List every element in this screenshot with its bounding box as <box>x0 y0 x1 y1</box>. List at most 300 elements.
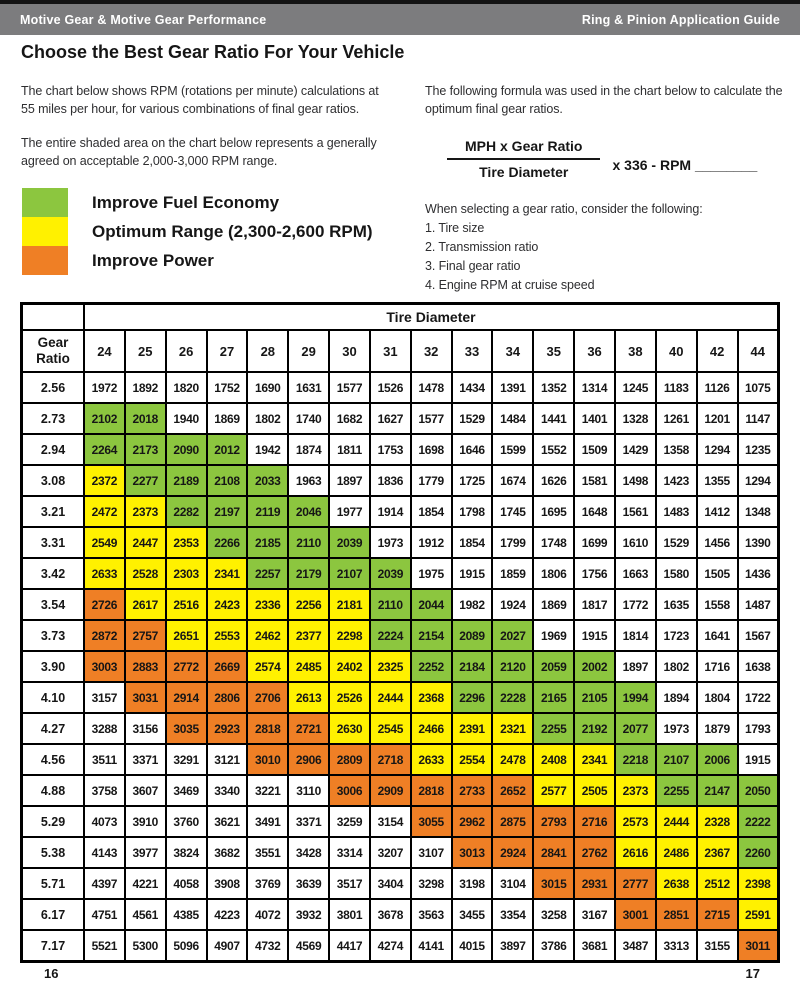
rpm-cell: 3013 <box>452 837 493 868</box>
rpm-cell: 1631 <box>288 372 329 403</box>
gear-ratio-cell: 5.29 <box>22 806 85 837</box>
rpm-cell: 3155 <box>697 930 738 962</box>
rpm-cell: 5300 <box>125 930 166 962</box>
rpm-cell: 1436 <box>738 558 779 589</box>
table-header-row-span <box>22 304 779 331</box>
rpm-cell: 1963 <box>288 465 329 496</box>
rpm-cell: 2875 <box>492 806 533 837</box>
rpm-cell: 2613 <box>288 682 329 713</box>
rpm-cell: 2181 <box>329 589 370 620</box>
rpm-cell: 2447 <box>125 527 166 558</box>
rpm-cell: 2266 <box>207 527 248 558</box>
rpm-cell: 2368 <box>411 682 452 713</box>
rpm-cell: 3010 <box>247 744 288 775</box>
table-header-row-columns <box>22 330 779 372</box>
rpm-cell: 2189 <box>166 465 207 496</box>
rpm-cell: 2851 <box>656 899 697 930</box>
rpm-cell: 2528 <box>125 558 166 589</box>
rpm-cell: 1441 <box>533 403 574 434</box>
rpm-cell: 1358 <box>656 434 697 465</box>
rpm-cell: 1779 <box>411 465 452 496</box>
gear-ratio-cell: 4.27 <box>22 713 85 744</box>
rpm-cell: 1973 <box>656 713 697 744</box>
rpm-cell: 1529 <box>452 403 493 434</box>
rpm-cell: 2818 <box>411 775 452 806</box>
rpm-cell: 1716 <box>697 651 738 682</box>
rpm-cell: 2591 <box>738 899 779 930</box>
rpm-cell: 1695 <box>533 496 574 527</box>
rpm-cell: 1294 <box>697 434 738 465</box>
rpm-cell: 2224 <box>370 620 411 651</box>
rpm-cell: 2512 <box>697 868 738 899</box>
rpm-cell: 2444 <box>370 682 411 713</box>
rpm-cell: 4221 <box>125 868 166 899</box>
rpm-cell: 2105 <box>574 682 615 713</box>
rpm-cell: 1529 <box>656 527 697 558</box>
rpm-cell: 1147 <box>738 403 779 434</box>
gear-ratio-formula <box>447 138 757 180</box>
rpm-cell: 2553 <box>207 620 248 651</box>
rpm-cell: 2372 <box>84 465 125 496</box>
gear-ratio-cell: 2.94 <box>22 434 85 465</box>
table-row <box>22 403 779 434</box>
rpm-cell: 2110 <box>370 589 411 620</box>
rpm-cell: 1973 <box>370 527 411 558</box>
rpm-cell: 1484 <box>492 403 533 434</box>
rpm-cell: 1897 <box>615 651 656 682</box>
legend-label: Improve Fuel Economy <box>92 192 280 212</box>
rpm-cell: 2260 <box>738 837 779 868</box>
legend-label: Optimum Range (2,300-2,600 RPM) <box>92 221 373 241</box>
rpm-cell: 2806 <box>207 682 248 713</box>
rpm-cell: 3621 <box>207 806 248 837</box>
rpm-cell: 1802 <box>247 403 288 434</box>
consideration-item: 4. Engine RPM at cruise speed <box>425 278 595 292</box>
rpm-cell: 4058 <box>166 868 207 899</box>
tire-diameter-column-header: 44 <box>738 330 779 372</box>
rpm-cell: 2633 <box>84 558 125 589</box>
rpm-cell: 3015 <box>533 868 574 899</box>
table-row <box>22 930 779 962</box>
rpm-cell: 2516 <box>166 589 207 620</box>
rpm-cell: 2391 <box>452 713 493 744</box>
rpm-cell: 4561 <box>125 899 166 930</box>
rpm-cell: 3801 <box>329 899 370 930</box>
rpm-cell: 2184 <box>452 651 493 682</box>
rpm-cell: 2757 <box>125 620 166 651</box>
tire-diameter-column-header: 31 <box>370 330 411 372</box>
tire-diameter-header: Tire Diameter <box>84 304 779 331</box>
rpm-cell: 4073 <box>84 806 125 837</box>
rpm-cell: 2090 <box>166 434 207 465</box>
rpm-cell: 3121 <box>207 744 248 775</box>
rpm-cell: 1626 <box>533 465 574 496</box>
intro-paragraph-2: The entire shaded area on the chart below represents a generally agreed on acceptable 2,000-3,000 RPM range. <box>21 136 377 169</box>
table-row <box>22 465 779 496</box>
gear-ratio-cell: 2.56 <box>22 372 85 403</box>
rpm-cell: 1638 <box>738 651 779 682</box>
rpm-cell: 1483 <box>656 496 697 527</box>
rpm-cell: 2906 <box>288 744 329 775</box>
rpm-cell: 3055 <box>411 806 452 837</box>
rpm-cell: 3678 <box>370 899 411 930</box>
rpm-cell: 1756 <box>574 558 615 589</box>
rpm-cell: 2444 <box>656 806 697 837</box>
rpm-cell: 2716 <box>574 806 615 837</box>
rpm-cell: 1648 <box>574 496 615 527</box>
rpm-cell: 1897 <box>329 465 370 496</box>
rpm-cell: 2018 <box>125 403 166 434</box>
rpm-cell: 3006 <box>329 775 370 806</box>
rpm-cell: 1391 <box>492 372 533 403</box>
rpm-cell: 2257 <box>247 558 288 589</box>
rpm-cell: 2718 <box>370 744 411 775</box>
rpm-cell: 3897 <box>492 930 533 962</box>
rpm-cell: 4015 <box>452 930 493 962</box>
rpm-cell: 1814 <box>615 620 656 651</box>
rpm-cell: 1940 <box>166 403 207 434</box>
rpm-cell: 2002 <box>574 651 615 682</box>
rpm-cell: 3371 <box>288 806 329 837</box>
rpm-cell: 3977 <box>125 837 166 868</box>
rpm-cell: 2762 <box>574 837 615 868</box>
rpm-cell: 4397 <box>84 868 125 899</box>
rpm-cell: 2630 <box>329 713 370 744</box>
rpm-cell: 1401 <box>574 403 615 434</box>
rpm-cell: 2256 <box>288 589 329 620</box>
rpm-cell: 1699 <box>574 527 615 558</box>
rpm-cell: 3511 <box>84 744 125 775</box>
rpm-cell: 3207 <box>370 837 411 868</box>
rpm-cell: 2173 <box>125 434 166 465</box>
rpm-cell: 3455 <box>452 899 493 930</box>
rpm-cell: 1975 <box>411 558 452 589</box>
rpm-cell: 2192 <box>574 713 615 744</box>
table-row <box>22 806 779 837</box>
tire-diameter-column-header: 35 <box>533 330 574 372</box>
rpm-cell: 1854 <box>411 496 452 527</box>
rpm-cell: 2050 <box>738 775 779 806</box>
rpm-cell: 2931 <box>574 868 615 899</box>
rpm-cell: 1806 <box>533 558 574 589</box>
tire-diameter-column-header: 40 <box>656 330 697 372</box>
tire-diameter-column-header: 30 <box>329 330 370 372</box>
table-row <box>22 620 779 651</box>
rpm-cell: 1977 <box>329 496 370 527</box>
rpm-cell: 1942 <box>247 434 288 465</box>
gear-ratio-cell: 3.54 <box>22 589 85 620</box>
rpm-cell: 1725 <box>452 465 493 496</box>
rpm-cell: 2298 <box>329 620 370 651</box>
rpm-cell: 5521 <box>84 930 125 962</box>
rpm-cell: 1869 <box>533 589 574 620</box>
rpm-cell: 1869 <box>207 403 248 434</box>
rpm-cell: 3298 <box>411 868 452 899</box>
rpm-cell: 1505 <box>697 558 738 589</box>
rpm-cell: 1581 <box>574 465 615 496</box>
rpm-cell: 3035 <box>166 713 207 744</box>
rpm-cell: 1912 <box>411 527 452 558</box>
tire-diameter-column-header: 33 <box>452 330 493 372</box>
table-row <box>22 775 779 806</box>
rpm-cell: 2715 <box>697 899 738 930</box>
rpm-cell: 2638 <box>656 868 697 899</box>
rpm-cell: 3003 <box>84 651 125 682</box>
rpm-cell: 2883 <box>125 651 166 682</box>
rpm-cell: 3313 <box>656 930 697 962</box>
table-row <box>22 651 779 682</box>
rpm-cell: 2914 <box>166 682 207 713</box>
rpm-cell: 2545 <box>370 713 411 744</box>
rpm-cell: 1802 <box>656 651 697 682</box>
rpm-cell: 2574 <box>247 651 288 682</box>
table-row <box>22 837 779 868</box>
rpm-cell: 3491 <box>247 806 288 837</box>
rpm-cell: 2721 <box>288 713 329 744</box>
rpm-cell: 1859 <box>492 558 533 589</box>
rpm-cell: 2296 <box>452 682 493 713</box>
rpm-cell: 3354 <box>492 899 533 930</box>
gear-ratio-cell: 3.08 <box>22 465 85 496</box>
rpm-cell: 2264 <box>84 434 125 465</box>
rpm-cell: 2872 <box>84 620 125 651</box>
rpm-cell: 1674 <box>492 465 533 496</box>
rpm-cell: 2089 <box>452 620 493 651</box>
tire-diameter-column-header: 28 <box>247 330 288 372</box>
page-title: Choose the Best Gear Ratio For Your Vehicle <box>21 42 405 62</box>
rpm-cell: 3291 <box>166 744 207 775</box>
rpm-cell: 2218 <box>615 744 656 775</box>
rpm-cell: 3607 <box>125 775 166 806</box>
page-number-right: 17 <box>745 966 760 981</box>
rpm-cell: 1183 <box>656 372 697 403</box>
rpm-cell: 1627 <box>370 403 411 434</box>
rpm-cell: 2633 <box>411 744 452 775</box>
rpm-cell: 2486 <box>656 837 697 868</box>
rpm-cell: 3198 <box>452 868 493 899</box>
rpm-cell: 1635 <box>656 589 697 620</box>
rpm-cell: 1235 <box>738 434 779 465</box>
rpm-cell: 1753 <box>370 434 411 465</box>
rpm-cell: 1498 <box>615 465 656 496</box>
rpm-cell: 2962 <box>452 806 493 837</box>
rpm-cell: 3760 <box>166 806 207 837</box>
rpm-cell: 2120 <box>492 651 533 682</box>
rpm-cell: 1567 <box>738 620 779 651</box>
table-row <box>22 527 779 558</box>
rpm-cell: 3639 <box>288 868 329 899</box>
rpm-cell: 1390 <box>738 527 779 558</box>
rpm-cell: 2110 <box>288 527 329 558</box>
rpm-cell: 4143 <box>84 837 125 868</box>
rpm-cell: 4417 <box>329 930 370 962</box>
rpm-cell: 1772 <box>615 589 656 620</box>
rpm-cell: 2119 <box>247 496 288 527</box>
rpm-cell: 2733 <box>452 775 493 806</box>
consideration-item: 2. Transmission ratio <box>425 240 539 254</box>
table-row <box>22 744 779 775</box>
rpm-cell: 1487 <box>738 589 779 620</box>
rpm-cell: 2341 <box>574 744 615 775</box>
legend-row-optimum <box>22 217 373 246</box>
rpm-cell: 2006 <box>697 744 738 775</box>
rpm-cell: 1820 <box>166 372 207 403</box>
rpm-cell: 2077 <box>615 713 656 744</box>
rpm-cell: 1994 <box>615 682 656 713</box>
rpm-cell: 2706 <box>247 682 288 713</box>
rpm-cell: 1836 <box>370 465 411 496</box>
gear-ratio-cell: 4.56 <box>22 744 85 775</box>
tire-diameter-column-header: 29 <box>288 330 329 372</box>
rpm-cell: 2554 <box>452 744 493 775</box>
rpm-cell: 2353 <box>166 527 207 558</box>
table-row <box>22 558 779 589</box>
rpm-cell: 2154 <box>411 620 452 651</box>
rpm-cell: 3428 <box>288 837 329 868</box>
yellow-swatch <box>22 217 68 246</box>
rpm-cell: 3001 <box>615 899 656 930</box>
rpm-cell: 1423 <box>656 465 697 496</box>
rpm-cell: 4223 <box>207 899 248 930</box>
rpm-cell: 1558 <box>697 589 738 620</box>
rpm-cell: 1914 <box>370 496 411 527</box>
rpm-cell: 3031 <box>125 682 166 713</box>
rpm-cell: 1874 <box>288 434 329 465</box>
rpm-cell: 2321 <box>492 713 533 744</box>
rpm-cell: 1793 <box>738 713 779 744</box>
rpm-cell: 3371 <box>125 744 166 775</box>
rpm-cell: 1698 <box>411 434 452 465</box>
rpm-cell: 3517 <box>329 868 370 899</box>
rpm-cell: 3340 <box>207 775 248 806</box>
page-number-left: 16 <box>44 966 59 981</box>
rpm-cell: 2367 <box>697 837 738 868</box>
rpm-cell: 1610 <box>615 527 656 558</box>
rpm-cell: 1328 <box>615 403 656 434</box>
rpm-cell: 1982 <box>452 589 493 620</box>
rpm-cell: 1894 <box>656 682 697 713</box>
rpm-cell: 2777 <box>615 868 656 899</box>
table-row <box>22 868 779 899</box>
header-left-text: Motive Gear & Motive Gear Performance <box>20 12 267 27</box>
rpm-cell: 2102 <box>84 403 125 434</box>
rpm-cell: 2255 <box>533 713 574 744</box>
tire-diameter-column-header: 26 <box>166 330 207 372</box>
rpm-cell: 3487 <box>615 930 656 962</box>
considerations-heading: When selecting a gear ratio, consider the following: <box>425 202 703 216</box>
rpm-cell: 3682 <box>207 837 248 868</box>
formula-suffix: x 336 - RPM ________ <box>612 157 758 173</box>
rpm-cell: 3107 <box>411 837 452 868</box>
rpm-cell: 2282 <box>166 496 207 527</box>
table-row <box>22 682 779 713</box>
rpm-cell: 2526 <box>329 682 370 713</box>
rpm-cell: 1817 <box>574 589 615 620</box>
table-row <box>22 372 779 403</box>
gear-ratio-cell: 3.42 <box>22 558 85 589</box>
rpm-cell: 2336 <box>247 589 288 620</box>
rpm-cell: 3259 <box>329 806 370 837</box>
rpm-cell: 3932 <box>288 899 329 930</box>
rpm-cell: 2039 <box>329 527 370 558</box>
rpm-cell: 2485 <box>288 651 329 682</box>
rpm-cell: 2478 <box>492 744 533 775</box>
rpm-cell: 1478 <box>411 372 452 403</box>
rpm-cell: 1646 <box>452 434 493 465</box>
rpm-cell: 2809 <box>329 744 370 775</box>
rpm-cell: 1126 <box>697 372 738 403</box>
rpm-cell: 1412 <box>697 496 738 527</box>
rpm-cell: 2179 <box>288 558 329 589</box>
rpm-cell: 3769 <box>247 868 288 899</box>
rpm-cell: 1355 <box>697 465 738 496</box>
rpm-cell: 1577 <box>411 403 452 434</box>
tire-diameter-column-header: 25 <box>125 330 166 372</box>
rpm-cell: 2197 <box>207 496 248 527</box>
rpm-cell: 1799 <box>492 527 533 558</box>
rpm-cell: 2377 <box>288 620 329 651</box>
gear-ratio-cell: 3.21 <box>22 496 85 527</box>
rpm-cell: 2398 <box>738 868 779 899</box>
rpm-cell: 2549 <box>84 527 125 558</box>
gear-ratio-cell: 4.88 <box>22 775 85 806</box>
rpm-cell: 1804 <box>697 682 738 713</box>
rpm-cell: 1245 <box>615 372 656 403</box>
gear-ratio-cell: 3.73 <box>22 620 85 651</box>
rpm-cell: 2108 <box>207 465 248 496</box>
rpm-cell: 1663 <box>615 558 656 589</box>
rpm-cell: 2325 <box>370 651 411 682</box>
rpm-cell: 1599 <box>492 434 533 465</box>
rpm-cell: 2303 <box>166 558 207 589</box>
rpm-cell: 3104 <box>492 868 533 899</box>
rpm-cell: 2039 <box>370 558 411 589</box>
rpm-cell: 2793 <box>533 806 574 837</box>
rpm-cell: 1294 <box>738 465 779 496</box>
rpm-cell: 3910 <box>125 806 166 837</box>
rpm-cell: 2462 <box>247 620 288 651</box>
rpm-cell: 1972 <box>84 372 125 403</box>
rpm-cell: 2577 <box>533 775 574 806</box>
rpm-cell: 2923 <box>207 713 248 744</box>
rpm-cell: 1752 <box>207 372 248 403</box>
tire-diameter-column-header: 42 <box>697 330 738 372</box>
gear-ratio-cell: 5.71 <box>22 868 85 899</box>
rpm-cell: 1314 <box>574 372 615 403</box>
rpm-cell: 1722 <box>738 682 779 713</box>
gear-ratio-cell: 7.17 <box>22 930 85 962</box>
rpm-cell: 3154 <box>370 806 411 837</box>
rpm-cell: 1924 <box>492 589 533 620</box>
formula-intro-paragraph: The following formula was used in the chart below to calculate the optimum final gear ratios. <box>425 84 783 117</box>
rpm-cell: 3156 <box>125 713 166 744</box>
rpm-cell: 1509 <box>574 434 615 465</box>
tire-diameter-column-header: 38 <box>615 330 656 372</box>
rpm-cell: 3110 <box>288 775 329 806</box>
rpm-cell: 5096 <box>166 930 207 962</box>
rpm-cell: 2277 <box>125 465 166 496</box>
rpm-cell: 2044 <box>411 589 452 620</box>
rpm-cell: 4141 <box>411 930 452 962</box>
rpm-cell: 2818 <box>247 713 288 744</box>
rpm-cell: 3157 <box>84 682 125 713</box>
table-row <box>22 434 779 465</box>
formula-numerator: MPH x Gear Ratio <box>447 138 600 160</box>
rpm-cell: 1641 <box>697 620 738 651</box>
rpm-cell: 1969 <box>533 620 574 651</box>
rpm-cell: 1798 <box>452 496 493 527</box>
rpm-cell: 3167 <box>574 899 615 930</box>
